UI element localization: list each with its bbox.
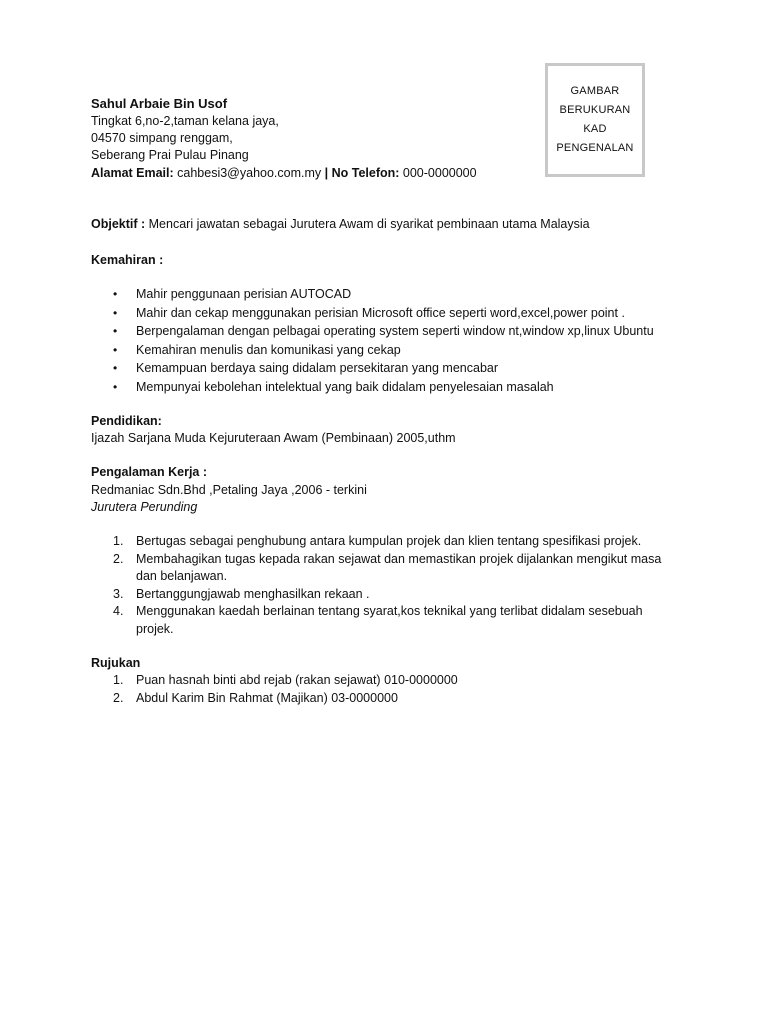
- bullet-glyph: •: [113, 361, 118, 375]
- address-line: Tingkat 6,no-2,taman kelana jaya,: [91, 114, 279, 128]
- item-number: 1.: [113, 673, 124, 687]
- list-item: [91, 672, 731, 690]
- list-item: [91, 586, 731, 604]
- contact-header: [91, 94, 531, 182]
- photo-placeholder-text: [556, 82, 633, 158]
- phone-separator: |: [324, 166, 329, 180]
- experience-title: Pengalaman Kerja :: [91, 465, 208, 479]
- skill-text: Kemahiran menulis dan komunikasi yang cekap: [136, 342, 401, 357]
- bullet-glyph: •: [113, 287, 118, 301]
- bullet-glyph: •: [113, 379, 118, 394]
- experience-position: Jurutera Perunding: [91, 500, 198, 514]
- contact-line: [91, 164, 531, 182]
- education-text: Ijazah Sarjana Muda Kejuruteraan Awam (Pembinaan) 2005,uthm: [91, 431, 456, 445]
- photo-line: KAD: [583, 123, 607, 135]
- phone-value: 000-0000000: [399, 166, 477, 180]
- skills-list: [91, 285, 731, 396]
- duty-text: Bertanggungjawab menghasilkan rekaan .: [136, 586, 370, 601]
- skill-text: Mempunyai kebolehan intelektual yang baik didalam penyelesaian masalah: [136, 379, 554, 394]
- education-title: Pendidikan:: [91, 414, 162, 428]
- email-label: Alamat Email:: [91, 166, 174, 180]
- item-number: 4.: [113, 604, 124, 618]
- photo-line: PENGENALAN: [556, 142, 634, 154]
- skills-title: Kemahiran :: [91, 253, 164, 267]
- item-number: 2.: [113, 690, 124, 705]
- skill-text: Mahir dan cekap menggunakan perisian Microsoft office seperti word,excel,power point .: [136, 305, 625, 320]
- list-item: [91, 378, 731, 397]
- address-line: 04570 simpang renggam,: [91, 131, 233, 145]
- bullet-glyph: •: [113, 324, 118, 338]
- email-value: cahbesi3@yahoo.com.my: [173, 166, 325, 180]
- list-item: [91, 304, 731, 323]
- reference-text: Puan hasnah binti abd rejab (rakan sejawat) 010-0000000: [136, 673, 458, 687]
- reference-text: Abdul Karim Bin Rahmat (Majikan) 03-0000000: [136, 690, 398, 705]
- photo-line: BERUKURAN: [559, 104, 631, 116]
- list-item: [91, 603, 731, 638]
- applicant-name: Sahul Arbaie Bin Usof: [91, 96, 228, 111]
- item-number: 2.: [113, 551, 124, 566]
- list-item: [91, 533, 731, 551]
- list-item: [91, 690, 731, 708]
- objective-text: Mencari jawatan sebagai Jurutera Awam di syarikat pembinaan utama Malaysia: [145, 217, 590, 231]
- duty-text: dan belanjawan.: [136, 569, 228, 583]
- list-item: [91, 359, 731, 378]
- item-number: 1.: [113, 534, 124, 548]
- objective-line: [91, 215, 731, 233]
- duty-text: Bertugas sebagai penghubung antara kumpulan projek dan klien tentang spesifikasi projek.: [136, 534, 642, 548]
- skill-text: Mahir penggunaan perisian AUTOCAD: [136, 287, 352, 301]
- duty-text: Membahagikan tugas kepada rakan sejawat dan memastikan projek dijalankan mengikut masa: [136, 551, 662, 566]
- phone-label: No Telefon:: [328, 166, 400, 180]
- objective-label: Objektif :: [91, 217, 146, 231]
- references-title: Rujukan: [91, 656, 141, 670]
- list-item: [91, 341, 731, 360]
- list-item: [91, 322, 731, 341]
- references-list: [91, 672, 731, 707]
- skill-text: Kemampuan berdaya saing didalam persekitaran yang mencabar: [136, 361, 499, 375]
- duty-text: projek.: [136, 621, 174, 636]
- list-item: [91, 285, 731, 304]
- item-number: 3.: [113, 586, 124, 601]
- experience-company: Redmaniac Sdn.Bhd ,Petaling Jaya ,2006 - terkini: [91, 483, 367, 497]
- skill-text: Berpengalaman dengan pelbagai operating system seperti window nt,window xp,linux Ubuntu: [136, 324, 654, 338]
- bullet-glyph: •: [113, 305, 118, 320]
- experience-duties-list: [91, 533, 731, 638]
- photo-placeholder-box: [545, 63, 645, 177]
- address-line: Seberang Prai Pulau Pinang: [91, 148, 249, 162]
- duty-text: Menggunakan kaedah berlainan tentang syarat,kos teknikal yang terlibat didalam sesebuah: [136, 604, 643, 618]
- list-item: [91, 551, 731, 586]
- bullet-glyph: •: [113, 342, 118, 357]
- photo-line: GAMBAR: [570, 85, 620, 97]
